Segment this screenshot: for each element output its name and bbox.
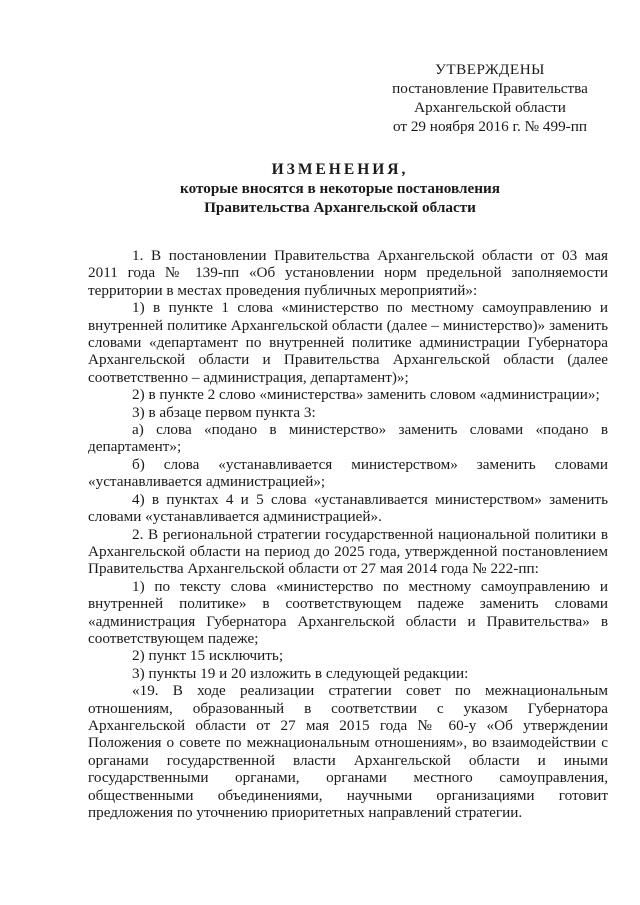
paragraph: 1) в пункте 1 слова «министерство по местному самоуправлению и внутренней политике Архангельской области (далее – министерство)» заменить словами «департамент по внутренней политике администрации Губернатора Архангельской области и Правительства Архангельской области (далее соответственно – администрация, департамент)»; (88, 299, 608, 386)
approval-heading: УТВЕРЖДЕНЫ (435, 61, 545, 78)
approval-line-2: Архангельской области (414, 99, 566, 116)
document-body (88, 247, 608, 821)
paragraph: 2) пункт 15 исключить; (132, 647, 284, 665)
title-sub-2: Правительства Архангельской области (204, 199, 476, 216)
paragraph: 3) пункты 19 и 20 изложить в следующей редакции: (132, 664, 469, 682)
paragraph: б) слова «устанавливается министерством» заменить словами «устанавливается администрацией»; (88, 455, 608, 491)
paragraph: 4) в пунктах 4 и 5 слова «устанавливается министерством» заменить словами «устанавливается администрацией». (88, 490, 608, 526)
approval-stamp (360, 60, 620, 136)
paragraph: 2) в пункте 2 слово «министерства» заменить словом «администрации»; (132, 386, 600, 404)
paragraph: 2. В региональной стратегии государственной национальной политики в Архангельской области на период до 2025 года, утвержденной постановлением Правительства Архангельской области от 27 мая 2014 года № 222-пп: (88, 525, 608, 578)
paragraph: 1. В постановлении Правительства Архангельской области от 03 мая 2011 года № 139-пп «Об установлении норм предельной заполняемости территории в местах проведения публичных мероприятий»: (88, 247, 608, 299)
title-main: ИЗМЕНЕНИЯ, (271, 161, 409, 178)
title-sub-1: которые вносятся в некоторые постановления (180, 180, 500, 197)
paragraph: 1) по тексту слова «министерство по местному самоуправлению и внутренней политике» в соответствующем падеже заменить словами «администрация Губернатора Архангельской области и Правительства» в соответствующем падеже; (88, 577, 608, 647)
paragraph: а) слова «подано в министерство» заменить словами «подано в департамент»; (88, 421, 608, 456)
paragraph: 3) в абзаце первом пункта 3: (132, 403, 316, 421)
approval-line-1: постановление Правительства (392, 80, 588, 97)
paragraph: «19. В ходе реализации стратегии совет по межнациональным отношениям, образованный в соответствии с указом Губернатора Архангельской области от 27 мая 2015 года № 60-у «Об утверждении Положения о совете по межнациональным отношениям», во взаимодействии с органами государственной власти Архангельской области и иными государственными органами, органами местного самоуправления, общественными объединениями, научными организациями готовит предложения по уточнению приоритетных направлений стратегии. (88, 682, 608, 821)
document-title (60, 160, 620, 217)
approval-line-3: от 29 ноября 2016 г. № 499-пп (393, 118, 587, 135)
